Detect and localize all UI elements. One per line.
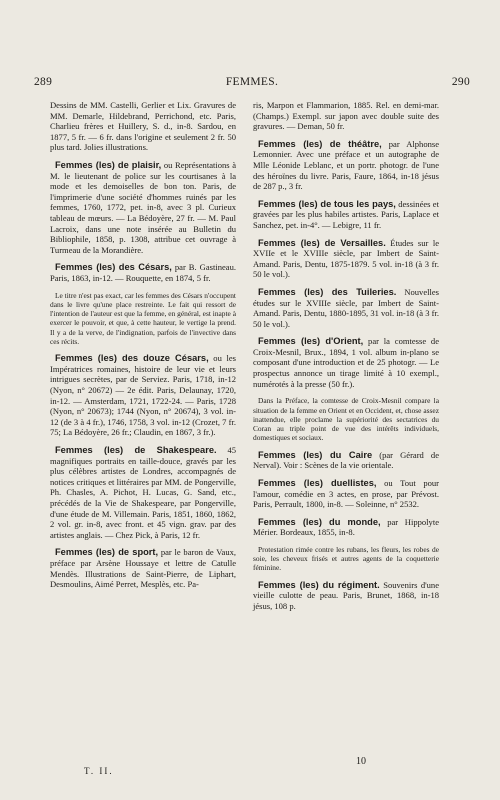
entry-body: Études sur le XVIIe et le XVIIIe siècle, par Imbert de Saint-Amand. Paris, Dentu, 1875-1879. 5 vol. in-18 (à 3 fr. 50 le vol.). [253, 237, 439, 280]
page-number-right: 290 [451, 76, 470, 88]
entry-heading: Femmes (les) de plaisir, [55, 159, 162, 170]
bibliography-entry [253, 139, 439, 192]
entry-heading: Femmes (les) de théâtre, [258, 138, 382, 149]
entry-heading: Femmes (les) de Shakespeare. [55, 445, 217, 456]
entry-body: Dessins de MM. Castelli, Gerlier et Lix. Gravures de MM. Demarle, Hildebrand, Perrichond, etc. Paris, Charlieu frères et Huillery, S. d., in-8. Sardou, en 1877, 5 fr. — 6 fr. dans l'origine et seulement 2 fr. 50 plus tard. Jolies illustrations. [50, 100, 236, 153]
entry-body: (par Gérard de Nerval). Voir : Scènes de la vie orientale. [253, 449, 440, 471]
entry-heading: Femmes (les) de sport, [55, 547, 159, 558]
entry-heading: Femmes (les) des Tuileries. [258, 286, 397, 297]
entry-heading: Femmes (les) du Caire [258, 449, 373, 460]
entry-body: par la comtesse de Croix-Mesnil, Brux., 1894, 1 vol. album in-plano se composant d'une introduction et de 25 photogr. — Le prospectus annonce un tirage limité à 10 exempl., numérotés à la presse (50 fr.). [253, 336, 439, 389]
entry-heading: Femmes (les) duellistes, [258, 477, 377, 488]
entry-heading: Femmes (les) du monde, [258, 516, 381, 527]
entry-body: par le baron de Vaux, préface par Arsène Houssaye et lettre de Catulle Mendès. Illustrations de Saint-Pierre, de Liphart, Desmoulins, Aimé Perret, Mesplès, etc. Pa- [50, 547, 237, 590]
bibliography-entry [253, 336, 439, 389]
signature-mark: 10 [356, 756, 366, 767]
entry-heading: Femmes (les) des douze Césars, [55, 353, 209, 364]
entry-heading: Femmes (les) du régiment. [258, 579, 380, 590]
right-column [253, 100, 439, 619]
bibliography-entry [50, 547, 236, 589]
entry-body: Dans la Préface, la comtesse de Croix-Mesnil compare la situation de la femme en Orient et en Occident, et, chose assez inattendue, elle proclame la supériorité des sectatrices du Coran au triple point de vue des intérêts individuels, domestiques et sociaux. [253, 396, 439, 443]
entry-heading: Femmes (les) d'Orient, [258, 336, 364, 347]
entry-body: ris, Marpon et Flammarion, 1885. Rel. en demi-mar. (Champs.) Exempl. sur japon avec double suite des gravures. — Deman, 50 fr. [253, 100, 439, 132]
running-title: FEMMES. [225, 76, 279, 88]
bibliography-entry [253, 580, 439, 612]
entry-body: ou les Impératrices romaines, histoire de leur vie et leurs intrigues secrètes, par de Serviez. Paris, 1718, in-12 (Nyon, n° 20672) — 2e édit. Paris, Delaunay, 1720, in-12. — Amsterdam, 1721, 1722-24. — Paris, 1728 (Nyon, n° 20673); 1744 (Nyon, n° 20674), 3 vol. in-12 (de 3 à 4 fr.), 1746, 1758, 3 vol. in-12 (Crozet, 7 fr. 75; La Bédoyère, 26 fr.; Claudin, en 1867, 3 fr.). [50, 353, 236, 438]
bibliography-entry [50, 100, 236, 153]
entry-body: dessinées et gravées par les plus habiles artistes. Paris, Laplace et Sanchez, pet. in-4°. — Lebigre, 11 fr. [253, 198, 439, 230]
entry-body: Protestation rimée contre les rubans, les fleurs, les robes de soie, les cheveux frisés et autres agents de la coquetterie féminine. [253, 544, 439, 573]
bibliography-entry [253, 100, 439, 132]
entry-note [253, 396, 439, 442]
bibliography-entry [50, 353, 236, 438]
entry-body: 45 magnifiques portraits en taille-douce, gravés par les plus célèbres artistes de Londres, accompagnés de notices critiques et littéraires par MM. de Pongerville, Ph. Chasles, A. Pichot, H. Lucas, G. Sand, etc., précédés de la Vie de Shakespeare, par Pongerville, d'une étude de M. Villemain. Paris, 1851, 1860, 1862, 2 vol. gr. in-8, avec front. et 45 vign. grav. par des artistes anglais. — Chez Pick, à Paris, 12 fr. [50, 445, 237, 540]
entry-note [253, 545, 439, 573]
entry-body: Souvenirs d'une vieille culotte de peau. Paris, Brunet, 1868, in-18 jésus, 108 p. [253, 579, 439, 611]
entry-body: Le titre n'est pas exact, car les femmes des Césars n'occupent dans le livre qu'une place restreinte. Le fait qui ressort de l'intention de l'auteur est que la femme, en général, est inapte à exercer le pouvoir, et que, à cette hauteur, le vertige la prend. Il y a de la verve, de l'indignation, parfois de l'invective dans ces récits. [50, 290, 236, 346]
entry-body: ou Représentations à M. le lieutenant de police sur les courtisanes à la mode et les demoiselles de bon ton. Paris, de l'imprimerie d'une société d'hommes ruinés par les femmes, 1760, 1772, pet. in-8, avec 3 pl. Curieux tableau de mœurs. — La Bédoyère, 27 fr. — M. Paul Lacroix, dans une note insérée au Bulletin du Bibliophile, 1858, p. 1308, attribue cet ouvrage à Turmeau de la Morandière. [50, 159, 236, 255]
entry-body: par B. Gastineau. Paris, 1863, in-12. — Rouquette, en 1874, 5 fr. [50, 262, 236, 283]
page-header [34, 76, 470, 90]
bibliography-entry [253, 199, 439, 231]
bibliography-entry [253, 287, 439, 329]
entry-heading: Femmes (les) de Versailles. [258, 237, 386, 248]
entry-body: par Alphonse Lemonnier. Avec une préface et un autographe de Mlle Léonide Leblanc, et un portr. photogr. de l'une des héroïnes du livre. Paris, Faure, 1864, in-18 jésus de 287 p., 3 fr. [253, 138, 439, 192]
entry-body: ou Tout pour l'amour, comédie en 3 actes, en prose, par Prévost. Paris, Perrault, 1800, in-8. — Soleinne, n° 2532. [253, 477, 439, 510]
bibliography-entry [50, 445, 236, 540]
bibliography-entry [50, 262, 236, 283]
bibliography-entry [253, 517, 439, 538]
bibliography-entry [253, 238, 439, 280]
entry-body: par Hippolyte Mérier. Bordeaux, 1855, in-8. [253, 516, 439, 538]
entry-body: Nouvelles études sur le XVIIIe siècle, par Imbert de Saint-Amand. Paris, Dentu, 1880-1895, 31 vol. in-18 (à 3 fr. 50 le vol.). [253, 286, 439, 329]
entry-note [50, 291, 236, 347]
bibliography-entry [253, 478, 439, 510]
page-number-left: 289 [34, 76, 53, 88]
bibliography-entry [50, 160, 236, 255]
left-column [50, 100, 236, 597]
volume-marker: T. II. [84, 766, 114, 776]
bibliography-entry [253, 450, 439, 471]
entry-heading: Femmes (les) des Césars, [55, 262, 172, 273]
entry-heading: Femmes (les) de tous les pays, [258, 198, 396, 209]
